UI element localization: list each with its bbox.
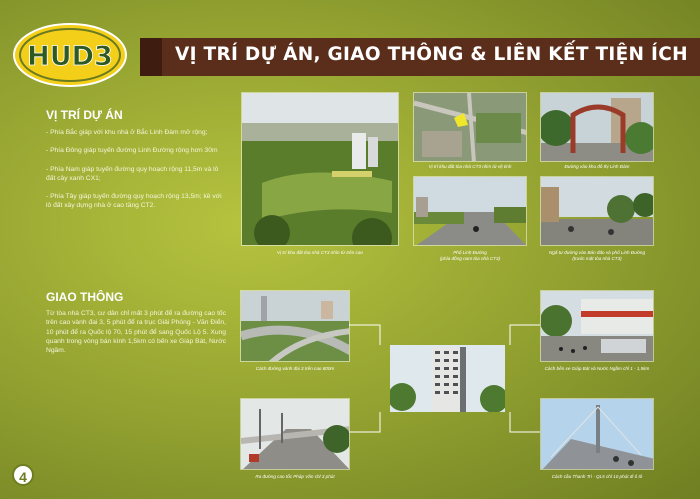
bus-station-caption: Cách bến xe Giáp Bát và Nước Ngầm chỉ 1 - 1,5km xyxy=(544,366,650,371)
bridge-photo xyxy=(540,398,654,470)
ring-road-caption: Cách đường vành đai 3 trên cao 800m xyxy=(255,366,335,371)
overpass-caption: Ra đường cao tốc Pháp Vân chỉ 3 phút xyxy=(255,474,335,479)
bus-station-photo xyxy=(540,290,654,362)
traffic-heading: GIAO THÔNG xyxy=(46,290,124,304)
ring-road-photo xyxy=(240,290,350,362)
connector-bridge xyxy=(510,412,540,432)
street-caption-line1: Phố Linh Đường xyxy=(453,250,487,255)
logo-text: HUD3 xyxy=(27,41,113,72)
location-item-west: - Phía Tây giáp tuyến đường quy hoạch rộng 13,5m; kề với lô đất xây dựng nhà ở cao tầng CT2. xyxy=(46,193,222,210)
gate-caption: Đường vào khu đô thị Linh Đàm xyxy=(564,164,630,169)
connector-bus xyxy=(510,325,540,345)
street-caption-line2: (phía đông nam tòa nhà CT3) xyxy=(439,256,501,261)
overpass-photo xyxy=(240,398,350,470)
location-item-south: - Phía Nam giáp tuyến đường quy hoạch rộng 11,5m và lô đất cây xanh CX1; xyxy=(46,165,219,182)
traffic-text: Từ tòa nhà CT3, cư dân chỉ mất 3 phút để ra đường cao tốc trên cao vành đai 3, 5 phút để ra trục Giải Phóng - Văn Điển, 10 phút để ra Quốc lộ 70, 15 phút để sang Quốc Lộ 5. Xung quanh trong vòng bán kính 1,5km có bến xe Giáp Bát, Nước Ngầm. xyxy=(46,310,226,355)
connector-ring xyxy=(348,325,380,345)
page-title: VỊ TRÍ DỰ ÁN, GIAO THÔNG & LIÊN KẾT TIỆN ÍCH xyxy=(175,44,688,65)
crossroad-caption-line2: (trước mặt tòa nhà CT3) xyxy=(572,256,622,261)
crossroad-caption-line1: Ngã tư đường vào Bán đảo và phố Linh Đường xyxy=(548,250,646,255)
aerial-caption: Vị trí khu đất tòa nhà CT3 nhìn từ trên cao xyxy=(277,250,363,255)
satellite-caption: Vị trí khu đất tòa nhà CT3 nhìn từ vệ tinh xyxy=(428,164,512,169)
ct3-building-render xyxy=(390,345,505,412)
location-heading: VỊ TRÍ DỰ ÁN xyxy=(46,108,123,122)
bridge-caption: Cách cầu Thanh Trì - QL5 chỉ 10 phút đi ô tô xyxy=(551,474,643,479)
connector-overpass xyxy=(348,412,380,432)
location-item-north: - Phía Bắc giáp với khu nhà ở Bắc Linh Đàm mở rộng; xyxy=(46,129,208,136)
page-number: 4 xyxy=(12,464,34,486)
location-item-east: - Phía Đông giáp tuyến đường Linh Đường rộng hơn 30m xyxy=(46,147,218,155)
